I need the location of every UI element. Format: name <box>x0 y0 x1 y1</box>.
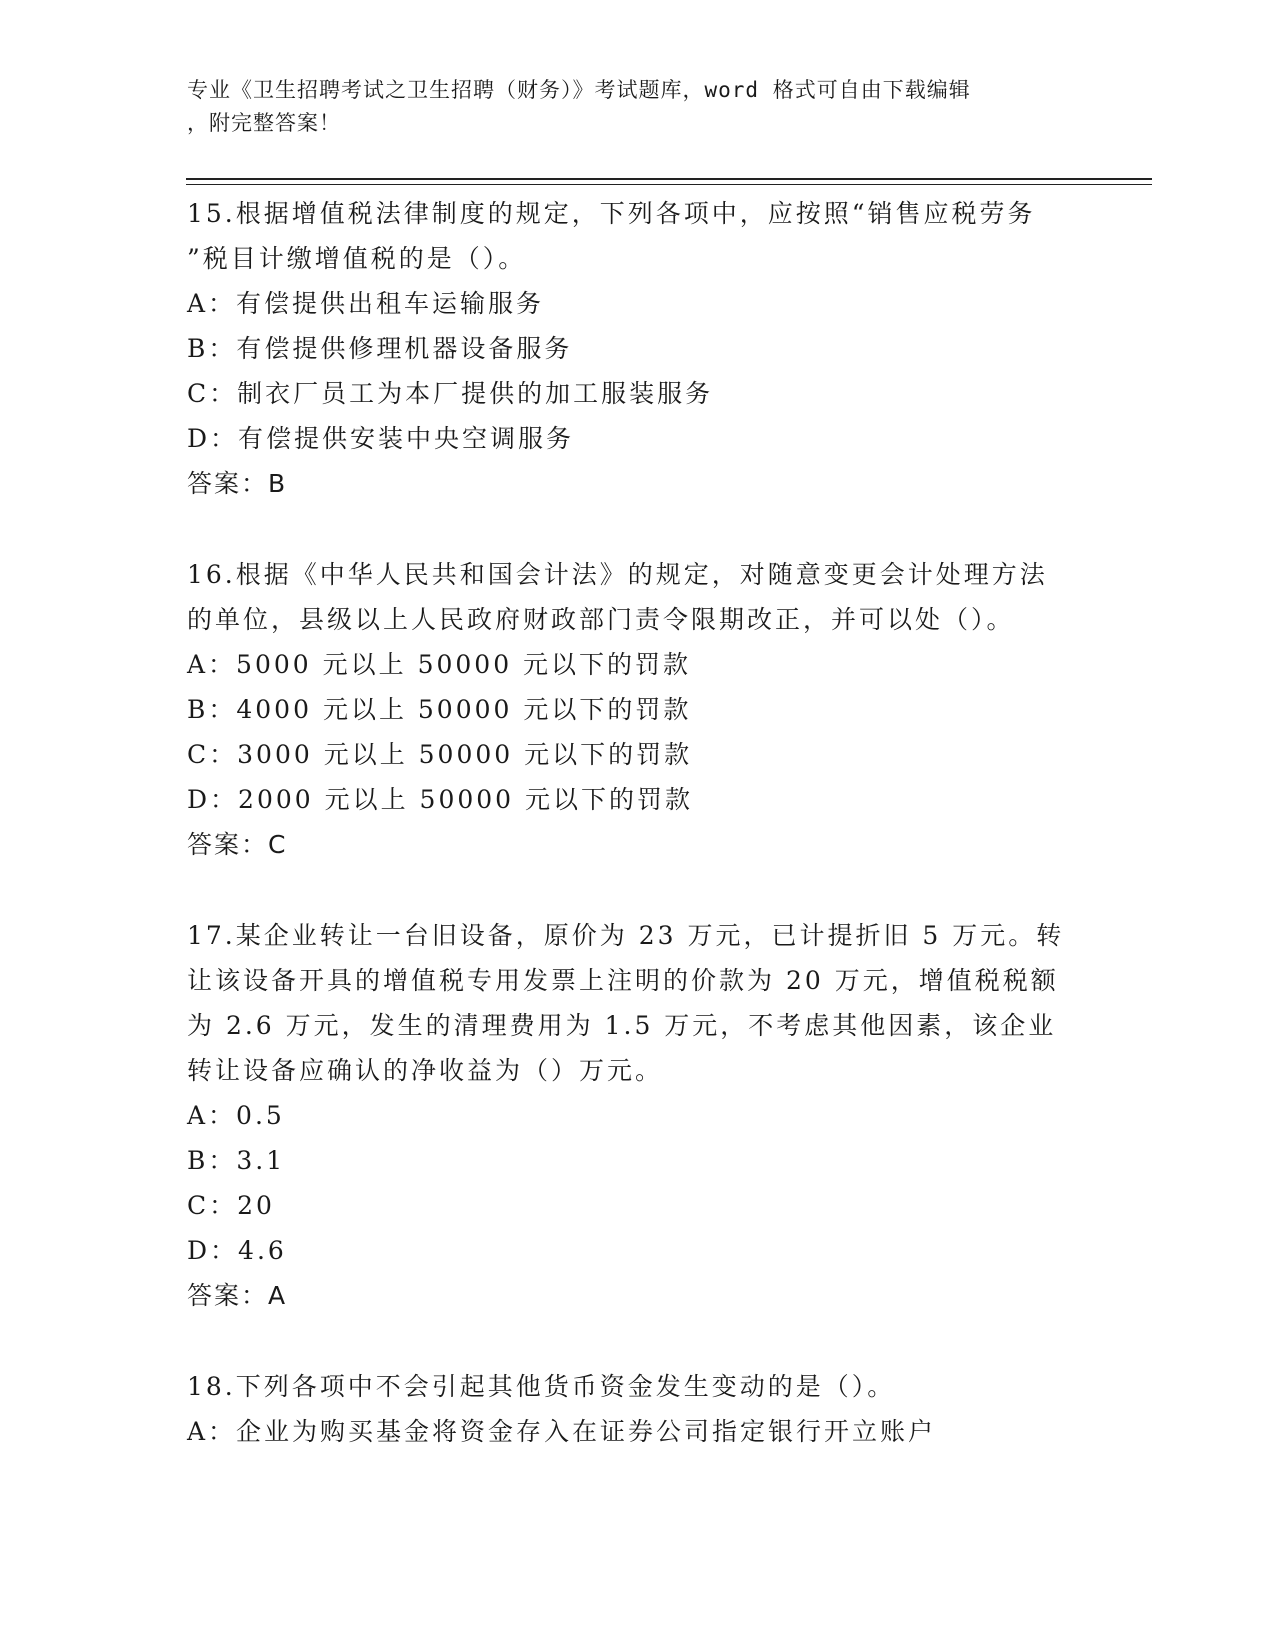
question-stem-line: 让该设备开具的增值税专用发票上注明的价款为 20 万元，增值税税额 <box>187 966 1059 995</box>
question-block <box>187 913 1087 1318</box>
answer-option: C：制衣厂员工为本厂提供的加工服装服务 <box>187 379 714 408</box>
answer-option: C：20 <box>187 1191 275 1220</box>
answer-option: A：有偿提供出租车运输服务 <box>187 289 545 318</box>
question-stem-line: 17.某企业转让一台旧设备，原价为 23 万元，已计提折旧 5 万元。转 <box>187 921 1065 950</box>
header-divider-thick <box>186 178 1152 180</box>
answer-option: D：有偿提供安装中央空调服务 <box>187 424 575 453</box>
question-stem-line: ”税目计缴增值税的是（）。 <box>187 244 527 273</box>
question-stem-line: 16.根据《中华人民共和国会计法》的规定，对随意变更会计处理方法 <box>187 560 1048 589</box>
answer-key: 答案：A <box>187 1281 288 1310</box>
question-stem-line: 18.下列各项中不会引起其他货币资金发生变动的是（）。 <box>187 1372 896 1401</box>
answer-option: B：4000 元以上 50000 元以下的罚款 <box>187 695 692 724</box>
answer-option: A：企业为购买基金将资金存入在证券公司指定银行开立账户 <box>187 1417 937 1446</box>
answer-option: D：2000 元以上 50000 元以下的罚款 <box>187 785 694 814</box>
answer-key: 答案：B <box>187 469 288 498</box>
answer-option: D：4.6 <box>187 1236 287 1265</box>
question-list <box>187 191 1087 1500</box>
answer-option: B：3.1 <box>187 1146 286 1175</box>
header-line-2: ，附完整答案！ <box>187 111 341 135</box>
question-stem-line: 为 2.6 万元，发生的清理费用为 1.5 万元，不考虑其他因素，该企业 <box>187 1011 1057 1040</box>
question-stem-line: 15.根据增值税法律制度的规定，下列各项中，应按照“销售应税劳务 <box>187 199 1036 228</box>
question-stem-line: 的单位，县级以上人民政府财政部门责令限期改正，并可以处（）。 <box>187 605 1015 634</box>
answer-option: A：0.5 <box>187 1101 285 1130</box>
header-divider-thin <box>186 184 1152 185</box>
document-header <box>187 74 1067 140</box>
question-block <box>187 1364 1087 1454</box>
answer-option: C：3000 元以上 50000 元以下的罚款 <box>187 740 693 769</box>
answer-option: B：有偿提供修理机器设备服务 <box>187 334 573 363</box>
question-block <box>187 552 1087 867</box>
header-line-1: 专业《卫生招聘考试之卫生招聘（财务）》考试题库，word 格式可自由下载编辑 <box>187 78 971 102</box>
answer-option: A：5000 元以上 50000 元以下的罚款 <box>187 650 692 679</box>
question-block <box>187 191 1087 506</box>
answer-key: 答案：C <box>187 830 288 859</box>
question-stem-line: 转让设备应确认的净收益为（）万元。 <box>187 1056 664 1085</box>
